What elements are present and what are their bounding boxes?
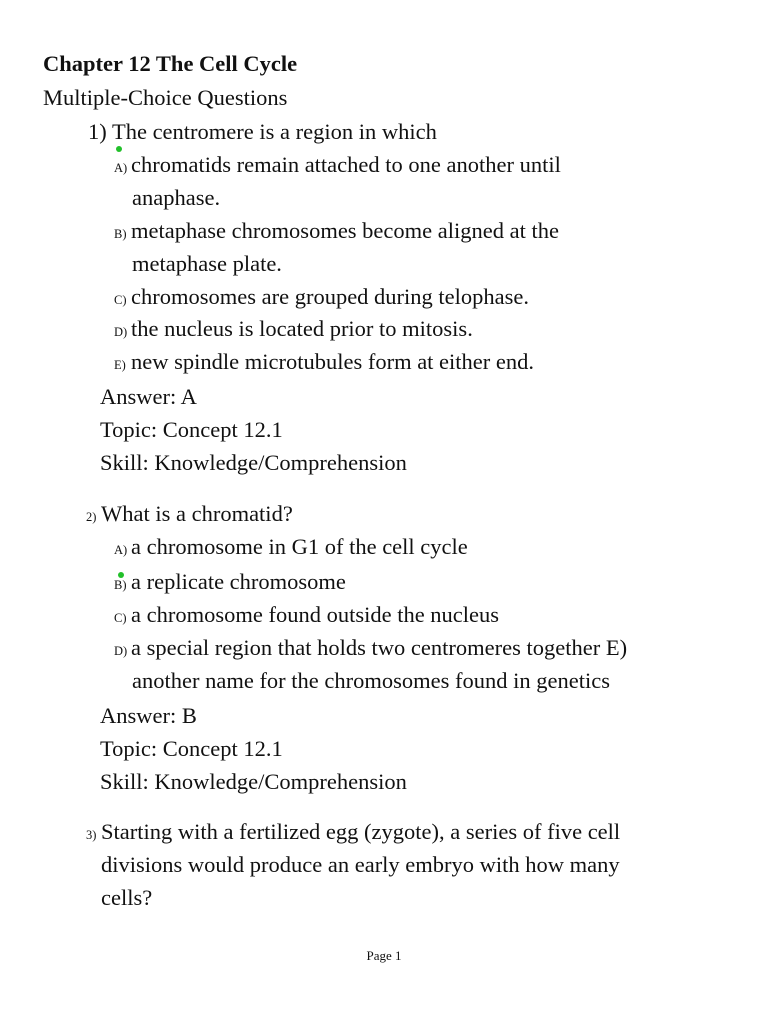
question-number: 1) — [88, 119, 107, 144]
option-b — [114, 217, 559, 248]
option-text-continued: metaphase plate. — [132, 251, 282, 276]
option-c — [114, 283, 529, 314]
question-text-continued: divisions would produce an early embryo with how many — [101, 852, 620, 877]
skill-line: Skill: Knowledge/Comprehension — [100, 450, 407, 475]
question-1-stem — [88, 118, 437, 146]
option-a — [114, 533, 468, 564]
option-d — [114, 634, 627, 665]
option-label: C) — [114, 293, 127, 307]
answer-line: Answer: B — [100, 703, 197, 728]
answer-line: Answer: A — [100, 384, 197, 409]
option-text-continued: another name for the chromosomes found in genetics — [132, 668, 610, 693]
option-text: a chromosome found outside the nucleus — [131, 602, 500, 627]
option-text-continued: anaphase. — [132, 185, 221, 210]
question-number: 3) — [86, 828, 97, 842]
question-text: What is a chromatid? — [101, 501, 293, 526]
option-label: D) — [114, 644, 128, 658]
correct-answer-marker-icon — [116, 146, 122, 152]
option-label: A) — [114, 154, 131, 182]
question-text-continued: cells? — [101, 885, 153, 910]
option-label: C) — [114, 611, 127, 625]
option-c — [114, 601, 499, 632]
option-label: A) — [114, 543, 128, 557]
option-text: the nucleus is located prior to mitosis. — [131, 316, 473, 341]
page-number: Page 1 — [366, 948, 402, 963]
option-text: a special region that holds two centromeres together E) — [131, 635, 628, 660]
option-d — [114, 315, 473, 346]
topic-line: Topic: Concept 12.1 — [100, 417, 283, 442]
skill-line: Skill: Knowledge/Comprehension — [100, 769, 407, 794]
correct-answer-marker-icon — [118, 572, 124, 578]
topic-line: Topic: Concept 12.1 — [100, 736, 283, 761]
question-3-stem — [86, 818, 620, 849]
option-label: B) — [114, 227, 127, 241]
question-number: 2) — [86, 510, 97, 524]
chapter-title: Chapter 12 The Cell Cycle — [43, 51, 298, 76]
section-title: Multiple-Choice Questions — [43, 85, 288, 110]
option-label: E) — [114, 358, 126, 372]
question-2-stem — [86, 500, 293, 531]
option-text: a replicate chromosome — [131, 569, 346, 594]
option-text: a chromosome in G1 of the cell cycle — [131, 534, 468, 559]
option-text: chromosomes are grouped during telophase. — [131, 284, 530, 309]
option-text: new spindle microtubules form at either end. — [131, 349, 535, 374]
option-text: metaphase chromosomes become aligned at the — [131, 218, 559, 243]
question-text: Starting with a fertilized egg (zygote), a series of five cell — [101, 819, 621, 844]
option-text: chromatids remain attached to one another until — [131, 152, 561, 177]
option-a — [114, 151, 561, 182]
question-text: The centromere is a region in which — [111, 119, 437, 144]
option-label: B) — [114, 571, 131, 599]
option-b — [114, 568, 346, 599]
option-e — [114, 348, 534, 379]
option-label: D) — [114, 325, 128, 339]
